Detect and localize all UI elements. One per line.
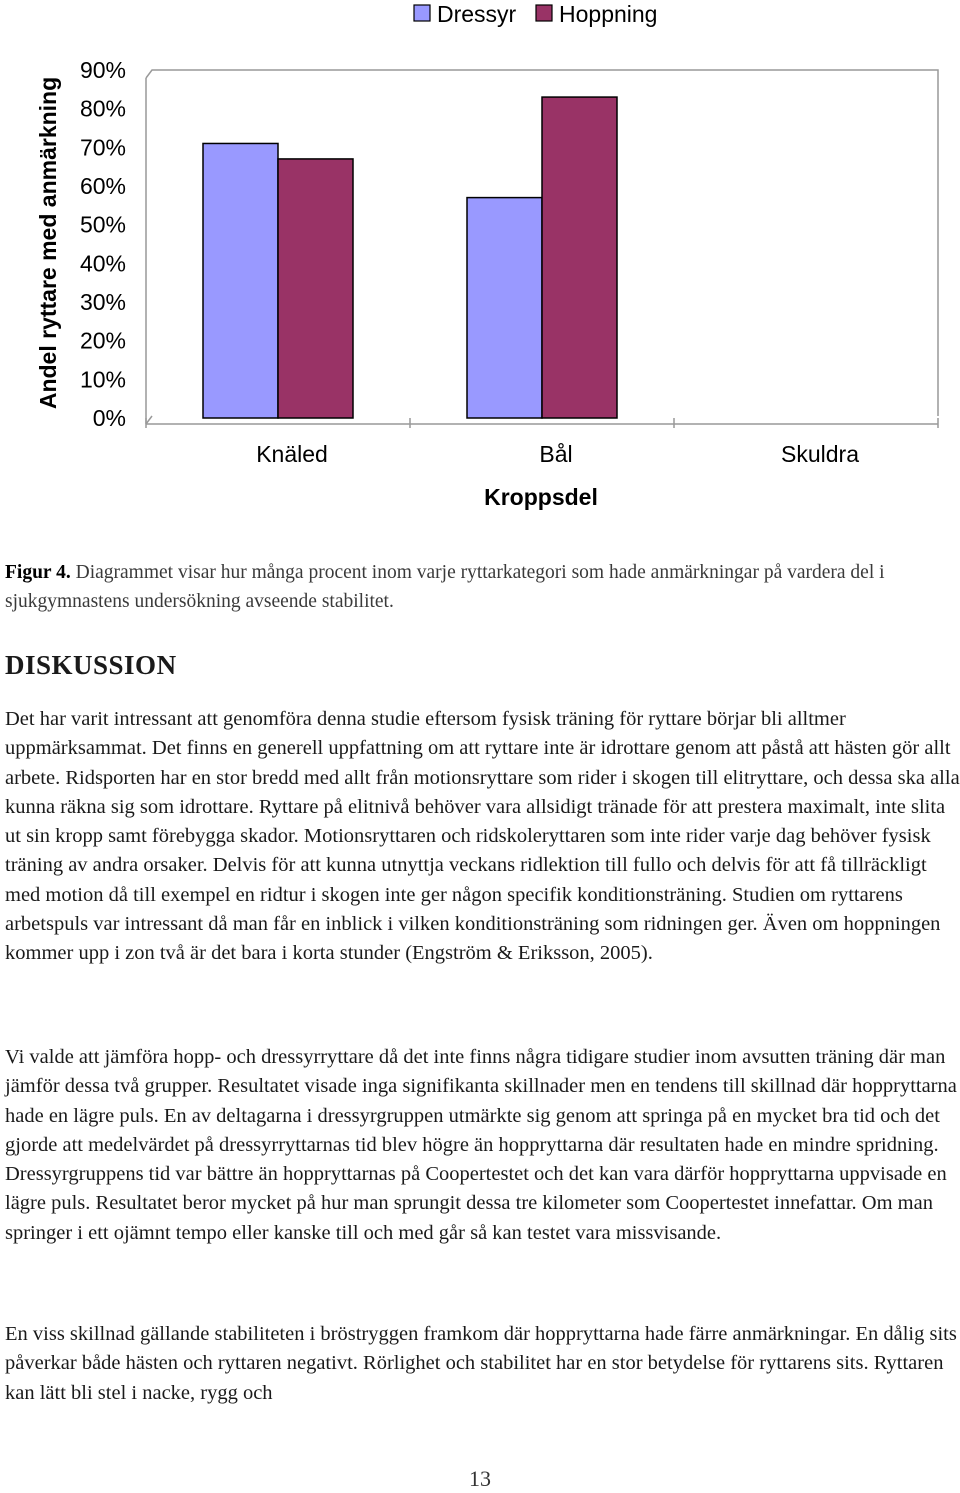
figure-caption-text: Diagrammet visar hur många procent inom varje ryttarkategori som hade anmärkningar på vardera del i sjukgymnastens undersökning avseende stabilitet.: [5, 562, 885, 612]
y-tick-label: 30%: [79, 289, 126, 315]
y-axis-title: Andel ryttare med anmärkning: [35, 76, 61, 410]
x-tick-label: Skuldra: [781, 441, 859, 467]
y-tick-label: 10%: [79, 366, 126, 393]
y-axis-ticks: [80, 57, 126, 431]
y-tick-label: 0%: [92, 405, 126, 431]
bar-dressyr-1: [467, 198, 542, 418]
y-tick-label: 70%: [79, 134, 126, 161]
y-tick-label: 90%: [79, 57, 126, 83]
y-tick-label: 50%: [79, 211, 126, 238]
bar-hoppning-0: [278, 159, 353, 418]
body-paragraph-1: Det har varit intressant att genomföra denna studie eftersom fysisk träning för ryttare börjar bli alltmer uppmärksammat. Det finns en generell uppfattning om att ryttare inte är idrottare genom att påstå att hästen gör allt arbete. Ridsporten har en stor bredd med allt från motionsryttare som rider i skogen till elitryttare, och dessa ska alla kunna räkna sig som idrottare. Ryttare på elitnivå behöver vara allsidigt tränade för att prestera maximalt, inte slita ut sin kropp samt förebygga skador. Motionsryttaren och ridskoleryttaren som inte rider varje dag behöver fysisk träning av andra orsaker. Delvis för att kunna utnyttja veckans ridlektion till fullo och delvis för att få tillräckligt med motion då till exempel en ridtur i skogen inte ger någon specifik konditionsträning. Studien om ryttarens arbetspuls var intressant då man får en inblick i vilken konditionsträning som ridningen ger. Även om hoppningen kommer upp i zon två är det bara i korta stunder (Engström & Eriksson, 2005).: [5, 708, 960, 965]
legend-label-dressyr: Dressyr: [437, 1, 517, 27]
bar-hoppning-1: [542, 97, 617, 418]
body-paragraph-2: Vi valde att jämföra hopp- och dressyrryttare då det inte finns några tidigare studier inom avsutten träning där man jämför dessa två grupper. Resultatet visade inga signifikanta skillnader men en tendens till skillnad där hoppryttarna hade en lägre puls. En av deltagarna i dressyrgruppen utmärkte sig genom att springa på en mycket bra tid och det gjorde att medelvärdet på dressyrryttarnas tid blev högre än hoppryttarna där resultaten hade en mindre spridning. Dressyrgruppens tid var bättre än hoppryttarnas på Coopertestet och det kan vara därför hoppryttarna uppvisade en lägre puls. Resultatet beror mycket på hur man sprungit dessa tre kilometer som Coopertestet innefattar. Om man springer i ett ojämnt tempo eller kanske till och med går så kan testet vara missvisande.: [5, 1046, 957, 1244]
bar-chart: [0, 0, 960, 530]
legend-swatch-hoppning: [536, 5, 552, 21]
page-number: 13: [469, 1466, 491, 1491]
figure-caption: [5, 558, 955, 616]
floor-depth-line: [146, 416, 152, 424]
bar-marks: [203, 97, 617, 418]
legend-swatch-dressyr: [414, 5, 430, 21]
section-heading: DISKUSSION: [5, 650, 177, 680]
figure-label: Figur 4.: [5, 562, 71, 583]
legend-label-hoppning: Hoppning: [559, 1, 658, 27]
x-axis-title: Kroppsdel: [484, 484, 598, 510]
bar-dressyr-0: [203, 143, 278, 418]
y-tick-label: 60%: [79, 173, 126, 199]
x-tick-label: Knäled: [256, 441, 328, 467]
y-tick-label: 40%: [79, 250, 126, 277]
x-tick-label: Bål: [539, 441, 573, 467]
body-paragraph-3: En viss skillnad gällande stabiliteten i bröstryggen framkom där hoppryttarna hade färre anmärkningar. En dålig sits påverkar både hästen och ryttaren negativt. Rörlighet och stabilitet har en stor betydelse för ryttarens sits. Ryttaren kan lätt bli stel i nacke, rygg och: [5, 1323, 957, 1404]
y-tick-label: 20%: [79, 327, 126, 354]
chart-legend: [414, 1, 657, 27]
y-tick-label: 80%: [79, 95, 126, 122]
x-axis-ticks: [146, 418, 938, 467]
